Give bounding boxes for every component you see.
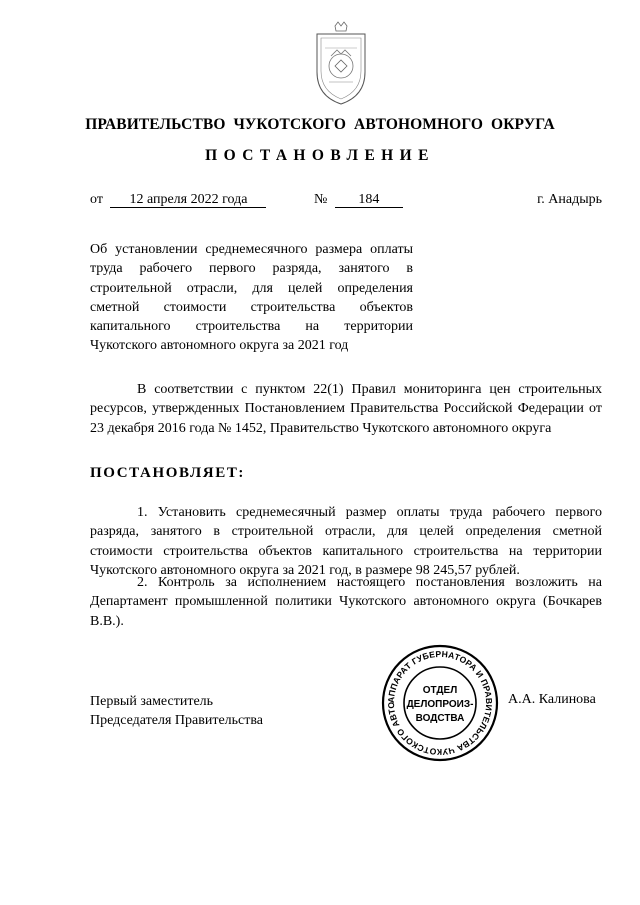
document-number: 184	[335, 192, 403, 208]
signatory-position-line-2: Председателя Правительства	[90, 713, 264, 729]
decree-item-1: 1. Установить среднемесячный размер оплаты труда рабочего первого разряда, занятого в строительной отрасли, для целей определения сметной стоимости строительства объектов капитального строительства на территории Чукотского автономного округа за 2021 год, в размере 98 245,57 рублей.	[90, 505, 602, 578]
signatory-position	[90, 692, 263, 731]
coat-of-arms-emblem	[305, 20, 377, 108]
signatory-name: А.А. Калинова	[508, 692, 596, 707]
document-subject: Об установлении среднемесячного размера оплаты труда рабочего первого разряда, занятого в строительной отрасли, для целей определения сметной стоимости строительства объектов капитального строительства на территории Чукотского автономного округа за 2021 год	[90, 242, 413, 354]
stamp-ring-text: АППАРАТ ГУБЕРНАТОРА И ПРАВИТЕЛЬСТВА ЧУКОТСКОГО АВТО	[385, 648, 495, 758]
document-date: 12 апреля 2022 года	[110, 192, 266, 208]
office-stamp	[380, 643, 500, 763]
preamble-paragraph: В соответствии с пунктом 22(1) Правил мониторинга цен строительных ресурсов, утвержденных Постановлением Правительства Российской Федерации от 23 декабря 2016 года № 1452, Правительство Чукотского автономного округа	[90, 382, 602, 436]
stamp-line-3: ВОДСТВА	[415, 713, 465, 724]
decree-item-2: 2. Контроль за исполнением настоящего постановления возложить на Департамент промышленной политики Чукотского автономного округа (Бочкарев В.В.).	[90, 575, 602, 629]
number-sign: №	[314, 192, 328, 207]
date-prefix: от	[90, 192, 103, 207]
document-type: ПОСТАНОВЛЕНИЕ	[205, 147, 435, 164]
decree-heading: ПОСТАНОВЛЯЕТ:	[90, 465, 246, 481]
stamp-line-1: ОТДЕЛ	[422, 685, 458, 696]
date-line	[90, 192, 266, 208]
city: г. Анадырь	[537, 192, 602, 207]
number-line	[314, 192, 403, 208]
signatory-position-line-1: Первый заместитель	[90, 694, 214, 709]
stamp-line-2: ДЕЛОПРОИЗ-	[406, 699, 474, 710]
government-title: ПРАВИТЕЛЬСТВО ЧУКОТСКОГО АВТОНОМНОГО ОКРУГА	[85, 116, 555, 133]
